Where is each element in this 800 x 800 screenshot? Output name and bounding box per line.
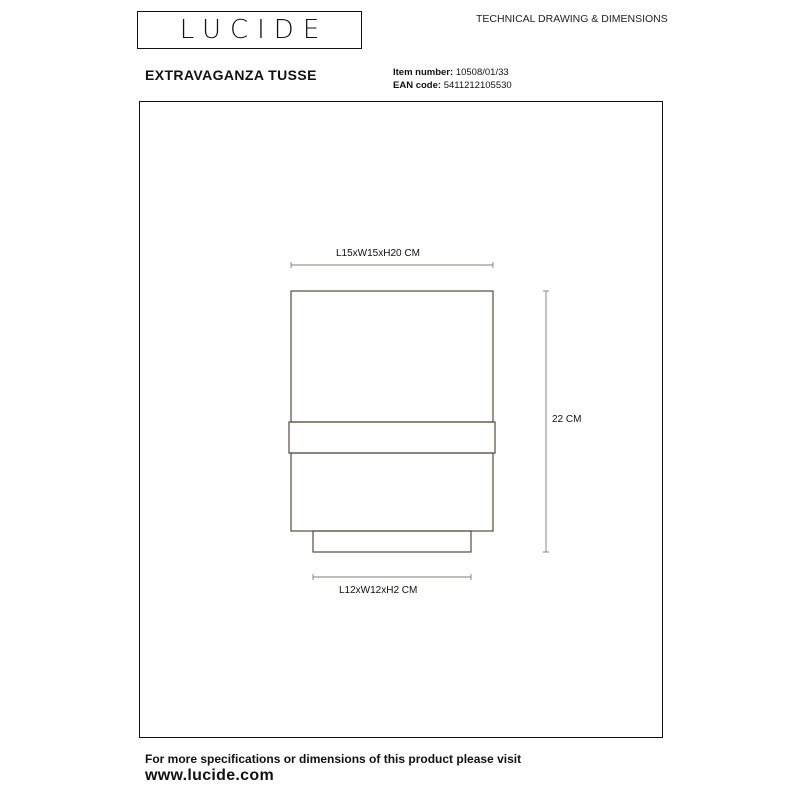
footer-info-text: For more specifications or dimensions of this product please visit (145, 752, 522, 766)
document-type: TECHNICAL DRAWING & DIMENSIONS (476, 13, 668, 25)
height-dimension-label: 22 CM (552, 414, 582, 425)
shade-dimensions-label: L15xW15xH20 CM (336, 248, 420, 259)
shade-upper-outline (291, 291, 493, 422)
base-dimensions-label: L12xW12xH2 CM (339, 585, 418, 596)
height-dimension-line (543, 291, 549, 552)
product-name: EXTRAVAGANZA TUSSE (145, 67, 317, 83)
ean-label: EAN code: (393, 80, 442, 91)
brand-logo-text: LUCIDE (179, 15, 329, 45)
shade-width-dimension-line (291, 262, 493, 268)
website-link[interactable]: www.lucide.com (145, 767, 274, 784)
item-number-value: 10508/01/33 (455, 67, 509, 78)
ean-value: 5411212105530 (443, 80, 512, 91)
shade-lower-outline (291, 453, 493, 531)
item-number-label: Item number: (393, 67, 454, 78)
shade-band-outline (289, 422, 495, 453)
base-width-dimension-line (313, 574, 471, 580)
base-outline (313, 531, 471, 552)
